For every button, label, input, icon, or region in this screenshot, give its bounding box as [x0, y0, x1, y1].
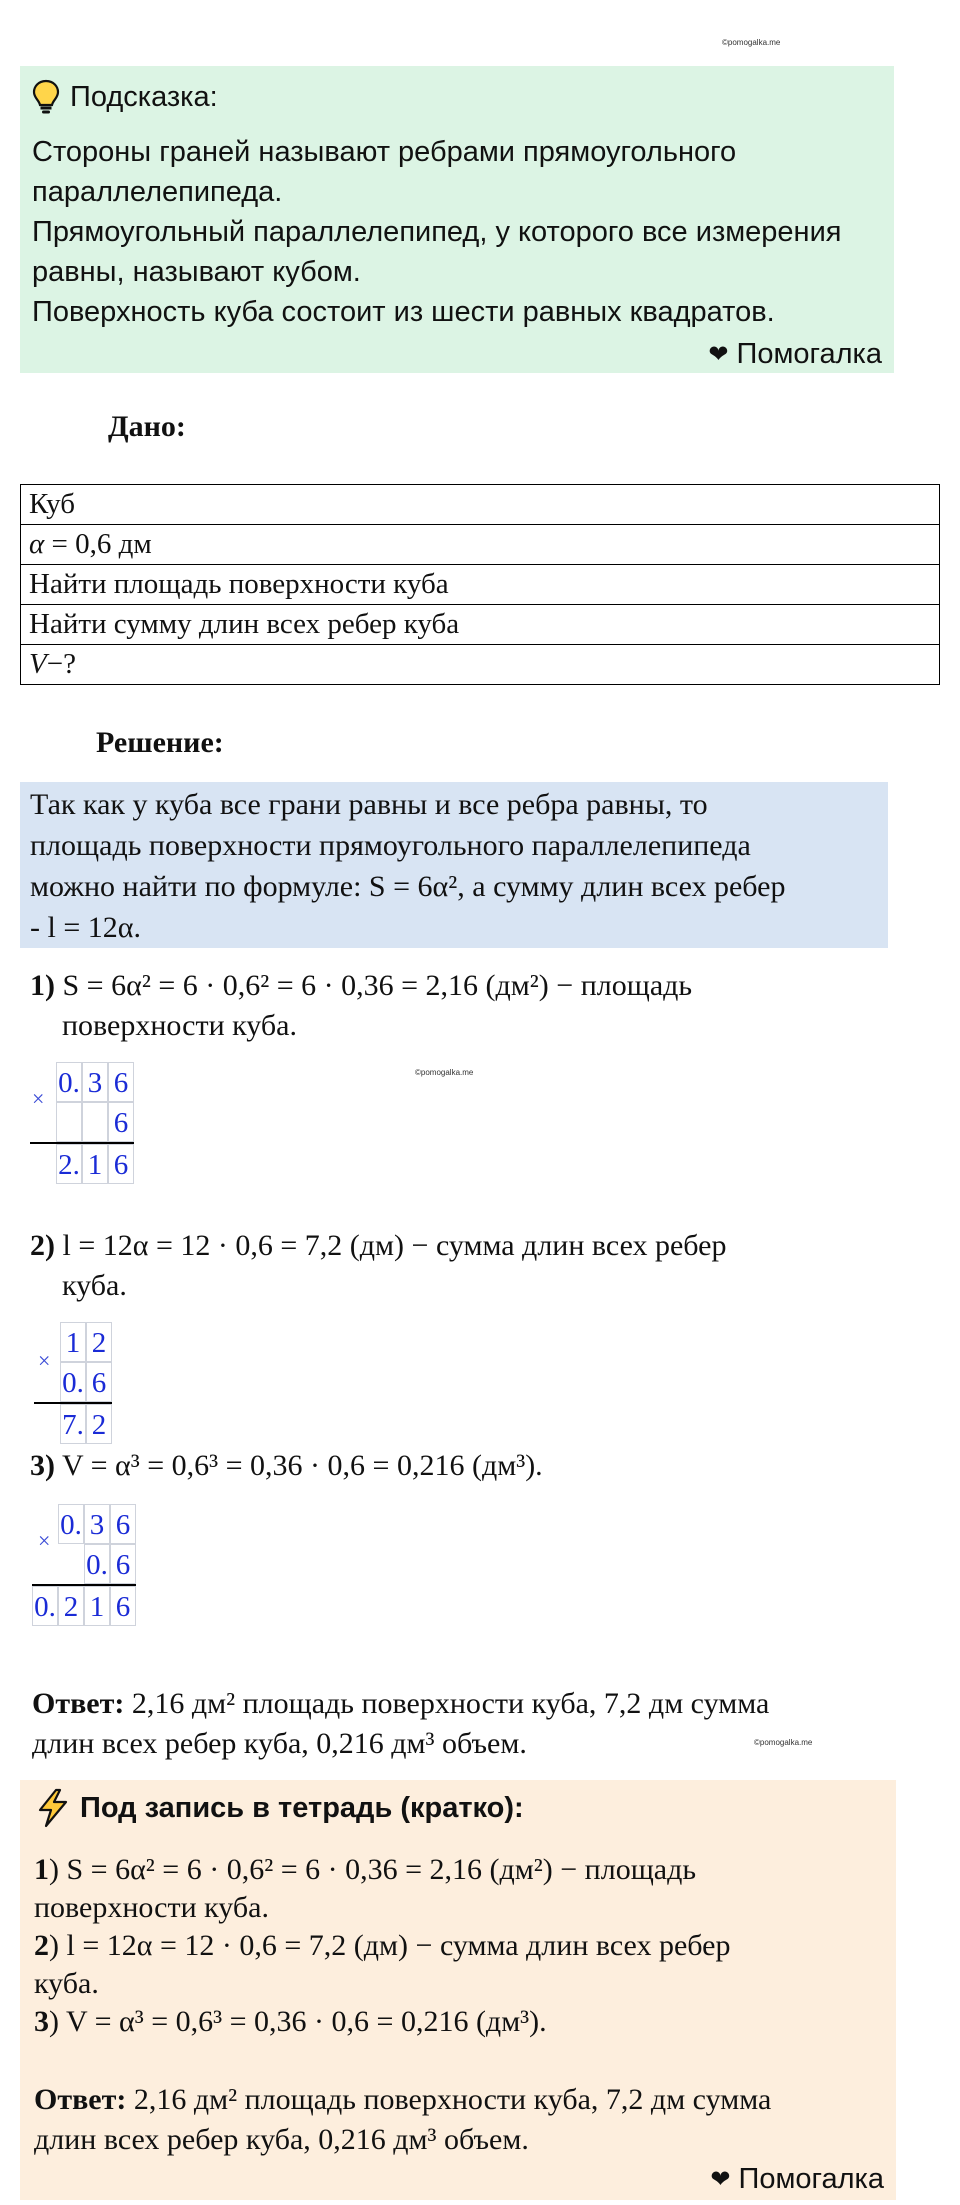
watermark: ©pomogalka.me [722, 38, 781, 47]
lightbulb-icon [32, 79, 60, 115]
step-1-cont: поверхности куба. [62, 1009, 297, 1042]
step-3: 3) V = α³ = 0,6³ = 0,36 · 0,6 = 0,216 (дм³). [30, 1449, 543, 1482]
lightning-icon [36, 1788, 70, 1828]
hint-box [20, 66, 894, 373]
notebook-step-3: 3) V = α³ = 0,6³ = 0,36 · 0,6 = 0,216 (дм³). [34, 2005, 547, 2038]
heart-icon: ❤ [708, 341, 729, 368]
step-2: 2) l = 12α = 12 · 0,6 = 7,2 (дм) − сумма длин всех ребер [30, 1229, 727, 1262]
solution-heading: Решение: [96, 726, 224, 759]
answer-cont: длин всех ребер куба, 0,216 дм³ объем. [32, 1727, 527, 1760]
table-row: α = 0,6 дм [21, 525, 940, 565]
table-row: Найти площадь поверхности куба [21, 565, 940, 605]
brand-signature: ❤ Помогалка [710, 2163, 884, 2195]
notebook-step-2: 2) l = 12α = 12 · 0,6 = 7,2 (дм) − сумма длин всех ребер [34, 1929, 731, 1962]
hint-title: Подсказка: [32, 74, 882, 120]
brand-signature: ❤ Помогалка [708, 338, 882, 370]
notebook-box [20, 1780, 896, 2200]
notebook-step-2-cont: куба. [34, 1967, 99, 2000]
notebook-answer: Ответ: 2,16 дм² площадь поверхности куба, 7,2 дм сумма [34, 2083, 772, 2116]
watermark: ©pomogalka.me [415, 1068, 474, 1077]
notebook-answer-cont: длин всех ребер куба, 0,216 дм³ объем. [34, 2123, 529, 2156]
given-table [20, 484, 940, 685]
notebook-step-1: 1) S = 6α² = 6 · 0,6² = 6 · 0,36 = 2,16 (дм²) − площадь [34, 1853, 697, 1886]
table-row: Найти сумму длин всех ребер куба [21, 605, 940, 645]
notebook-step-1-cont: поверхности куба. [34, 1891, 269, 1924]
solution-intro: Так как у куба все грани равны и все ребра равны, то площадь поверхности прямоугольного параллелепипеда можно найти по формуле: S = 6α², а сумму длин всех ребер - l = 12α. [20, 782, 888, 948]
answer: Ответ: 2,16 дм² площадь поверхности куба, 7,2 дм сумма [32, 1687, 770, 1720]
watermark: ©pomogalka.me [754, 1738, 813, 1747]
step-1: 1) S = 6α² = 6 · 0,6² = 6 · 0,36 = 2,16 (дм²) − площадь [30, 969, 693, 1002]
heart-icon: ❤ [710, 2166, 731, 2193]
step-2-cont: куба. [62, 1269, 127, 1302]
table-row: Куб [21, 485, 940, 525]
hint-text: Стороны граней называют ребрами прямоугольного параллелепипеда. Прямоугольный параллелепипед, у которого все измерения равны, называют кубом. Поверхность куба состоит из шести равных квадратов. [32, 136, 842, 328]
notebook-title: Под запись в тетрадь (кратко): [36, 1788, 524, 1828]
table-row: V−? [21, 645, 940, 685]
given-heading: Дано: [108, 410, 186, 443]
